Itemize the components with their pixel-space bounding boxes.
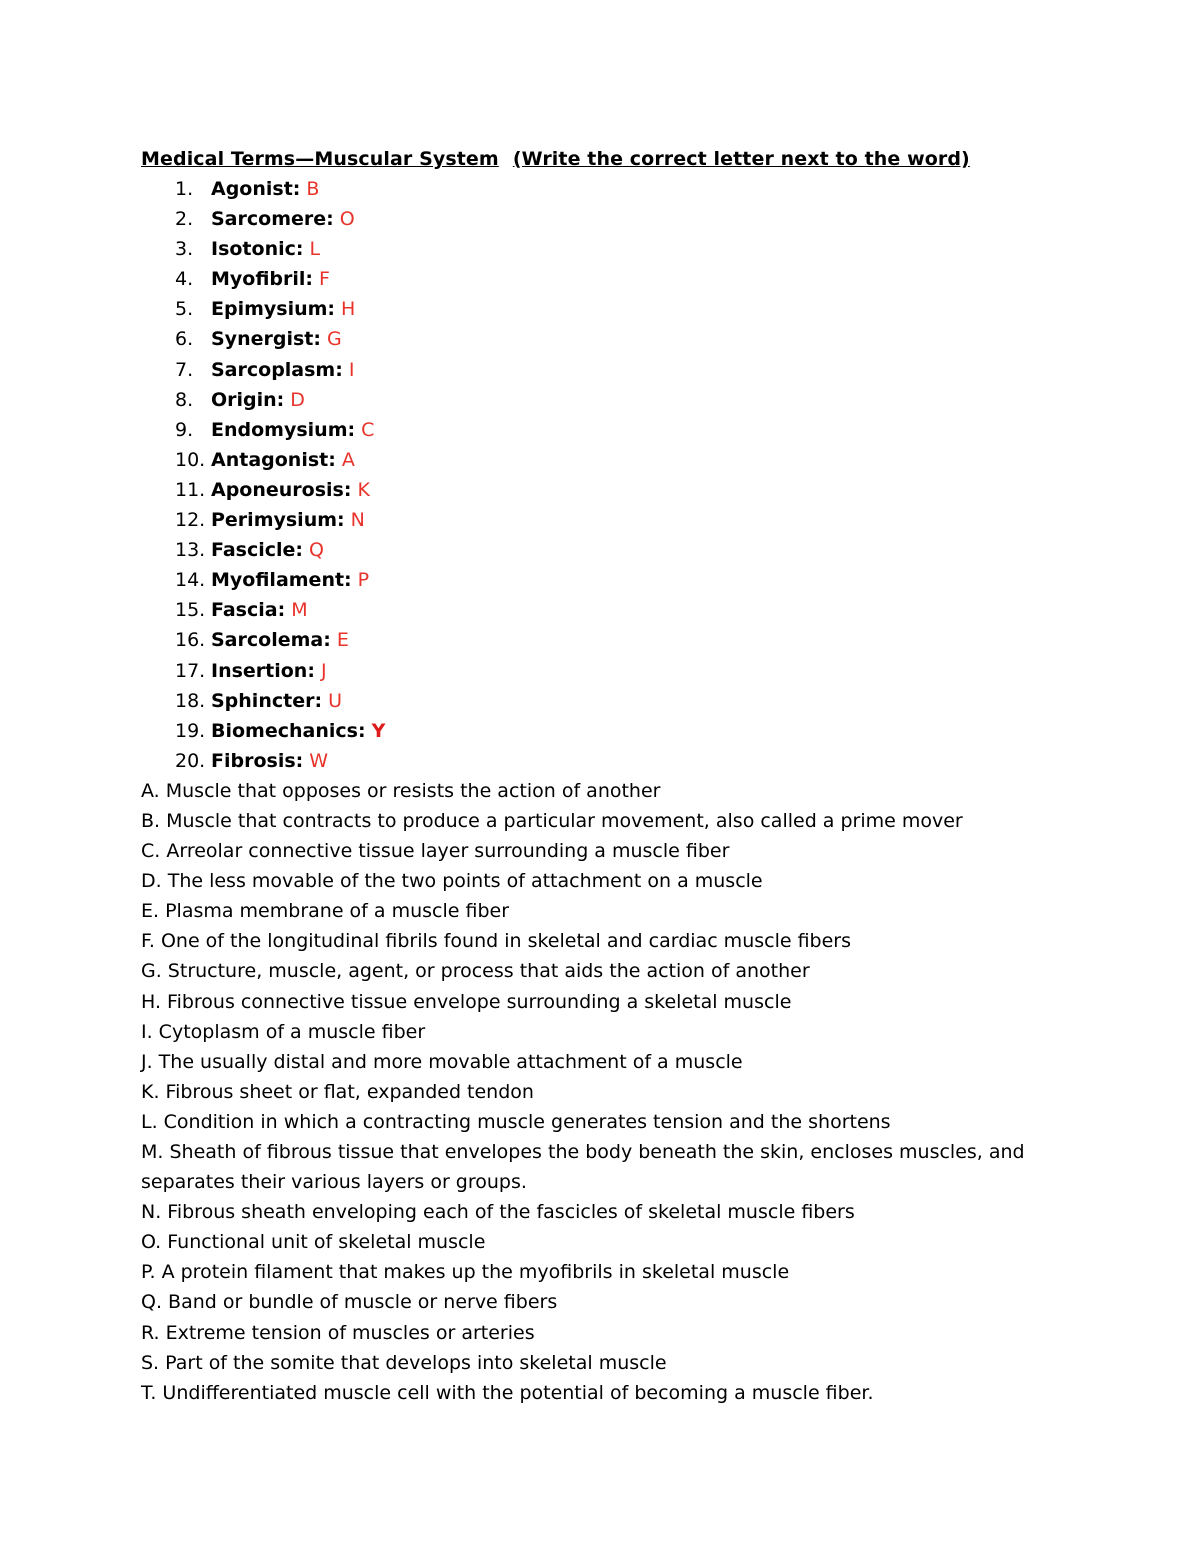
term-answer: M: [291, 599, 308, 622]
term-number: 8.: [175, 388, 194, 411]
term-answer: C: [361, 418, 375, 441]
term-number: 1.: [175, 178, 194, 200]
term-item: [141, 385, 1081, 415]
term-word: Sarcomere:: [211, 208, 334, 231]
term-word: Perimysium:: [211, 509, 345, 532]
term-word: Fascicle:: [211, 539, 304, 562]
definition-item: L. Condition in which a contracting muscle generates tension and the shortens: [141, 1110, 891, 1133]
worksheet-content: [141, 144, 1081, 1408]
definition-item: S. Part of the somite that develops into skeletal muscle: [141, 1351, 667, 1374]
term-number: 14.: [175, 569, 206, 592]
term-number: 16.: [175, 629, 206, 652]
term-number: 12.: [175, 509, 206, 532]
term-answer: K: [357, 478, 370, 501]
term-number: 3.: [175, 238, 194, 261]
term-word: Fibrosis:: [211, 749, 304, 772]
term-number: 9.: [175, 418, 194, 441]
definition-item: J. The usually distal and more movable attachment of a muscle: [141, 1050, 743, 1073]
definition-item: E. Plasma membrane of a muscle fiber: [141, 900, 510, 923]
term-word: Sarcolema:: [211, 629, 331, 652]
definition-item: T. Undifferentiated muscle cell with the potential of becoming a muscle fiber.: [141, 1381, 874, 1404]
term-word: Origin:: [211, 388, 285, 411]
definition-item: M. Sheath of fibrous tissue that envelopes the body beneath the skin, encloses muscles, and separates their various layers or groups.: [141, 1141, 1025, 1194]
term-word: Endomysium:: [211, 418, 356, 441]
definition-item: A. Muscle that opposes or resists the action of another: [141, 779, 661, 802]
term-answer: B: [306, 178, 320, 200]
term-word: Agonist:: [211, 178, 301, 200]
term-item: [141, 746, 1081, 776]
term-word: Myofilament:: [211, 569, 352, 592]
term-number: 10.: [175, 448, 206, 471]
term-item: [141, 595, 1081, 625]
term-number: 2.: [175, 208, 194, 231]
term-item: [141, 716, 1081, 746]
title-instruction: (Write the correct letter next to the word): [512, 148, 970, 170]
term-number: 6.: [175, 328, 194, 351]
definition-item: P. A protein filament that makes up the myofibrils in skeletal muscle: [141, 1261, 790, 1284]
term-answer: Q: [309, 539, 324, 562]
term-item: [141, 204, 1081, 234]
term-item: [141, 264, 1081, 294]
term-word: Antagonist:: [211, 448, 336, 471]
term-item: [141, 686, 1081, 716]
term-number: 7.: [175, 358, 194, 381]
term-number: 5.: [175, 298, 194, 321]
definitions-list: [141, 776, 1081, 1408]
term-answer: L: [309, 238, 321, 261]
term-word: Insertion:: [211, 659, 315, 682]
worksheet-title: [141, 144, 1081, 174]
definition-item: O. Functional unit of skeletal muscle: [141, 1231, 486, 1254]
definition-item: C. Arreolar connective tissue layer surrounding a muscle fiber: [141, 840, 730, 863]
definition-item: K. Fibrous sheet or flat, expanded tendon: [141, 1080, 534, 1103]
term-word: Synergist:: [211, 328, 321, 351]
term-item: [141, 174, 1081, 204]
term-word: Aponeurosis:: [211, 478, 352, 501]
term-answer: D: [290, 388, 305, 411]
term-answer: J: [320, 659, 327, 682]
term-item: [141, 565, 1081, 595]
term-answer: U: [328, 689, 342, 712]
term-answer: H: [341, 298, 356, 321]
definition-item: G. Structure, muscle, agent, or process that aids the action of another: [141, 960, 810, 983]
term-number: 19.: [175, 719, 206, 742]
definition-item: I. Cytoplasm of a muscle fiber: [141, 1020, 426, 1043]
term-item: [141, 505, 1081, 535]
term-word: Myofibril:: [211, 268, 314, 291]
title-main: Medical Terms—Muscular System: [141, 148, 499, 170]
definition-item: Q. Band or bundle of muscle or nerve fibers: [141, 1291, 558, 1314]
term-number: 13.: [175, 539, 206, 562]
definition-item: F. One of the longitudinal fibrils found in skeletal and cardiac muscle fibers: [141, 930, 852, 953]
definition-item: R. Extreme tension of muscles or arteries: [141, 1321, 535, 1344]
term-word: Sarcoplasm:: [211, 358, 343, 381]
term-item: [141, 355, 1081, 385]
term-answer: W: [309, 749, 329, 772]
term-item: [141, 625, 1081, 655]
term-word: Fascia:: [211, 599, 286, 622]
term-answer: P: [357, 569, 370, 592]
term-item: [141, 234, 1081, 264]
term-number: 15.: [175, 599, 206, 622]
term-word: Biomechanics:: [211, 719, 366, 742]
term-answer: E: [336, 629, 349, 652]
term-answer: O: [339, 208, 355, 231]
term-item: [141, 324, 1081, 354]
term-number: 18.: [175, 689, 206, 712]
term-item: [141, 656, 1081, 686]
term-answer: Y: [371, 719, 386, 742]
definition-item: N. Fibrous sheath enveloping each of the fascicles of skeletal muscle fibers: [141, 1201, 855, 1224]
term-number: 17.: [175, 659, 206, 682]
term-item: [141, 415, 1081, 445]
term-item: [141, 294, 1081, 324]
term-answer: I: [348, 358, 355, 381]
terms-list: [141, 174, 1081, 776]
term-item: [141, 535, 1081, 565]
term-item: [141, 475, 1081, 505]
term-answer: F: [319, 268, 330, 291]
term-number: 4.: [175, 268, 194, 291]
term-number: 20.: [175, 749, 206, 772]
term-answer: A: [341, 448, 355, 471]
definition-item: D. The less movable of the two points of attachment on a muscle: [141, 870, 763, 893]
term-word: Epimysium:: [211, 298, 336, 321]
term-word: Sphincter:: [211, 689, 323, 712]
term-answer: N: [350, 509, 365, 532]
term-number: 11.: [175, 478, 206, 501]
definition-item: B. Muscle that contracts to produce a particular movement, also called a prime mover: [141, 809, 963, 832]
definition-item: H. Fibrous connective tissue envelope surrounding a skeletal muscle: [141, 990, 792, 1013]
term-answer: G: [326, 328, 342, 351]
term-word: Isotonic:: [211, 238, 304, 261]
term-item: [141, 445, 1081, 475]
